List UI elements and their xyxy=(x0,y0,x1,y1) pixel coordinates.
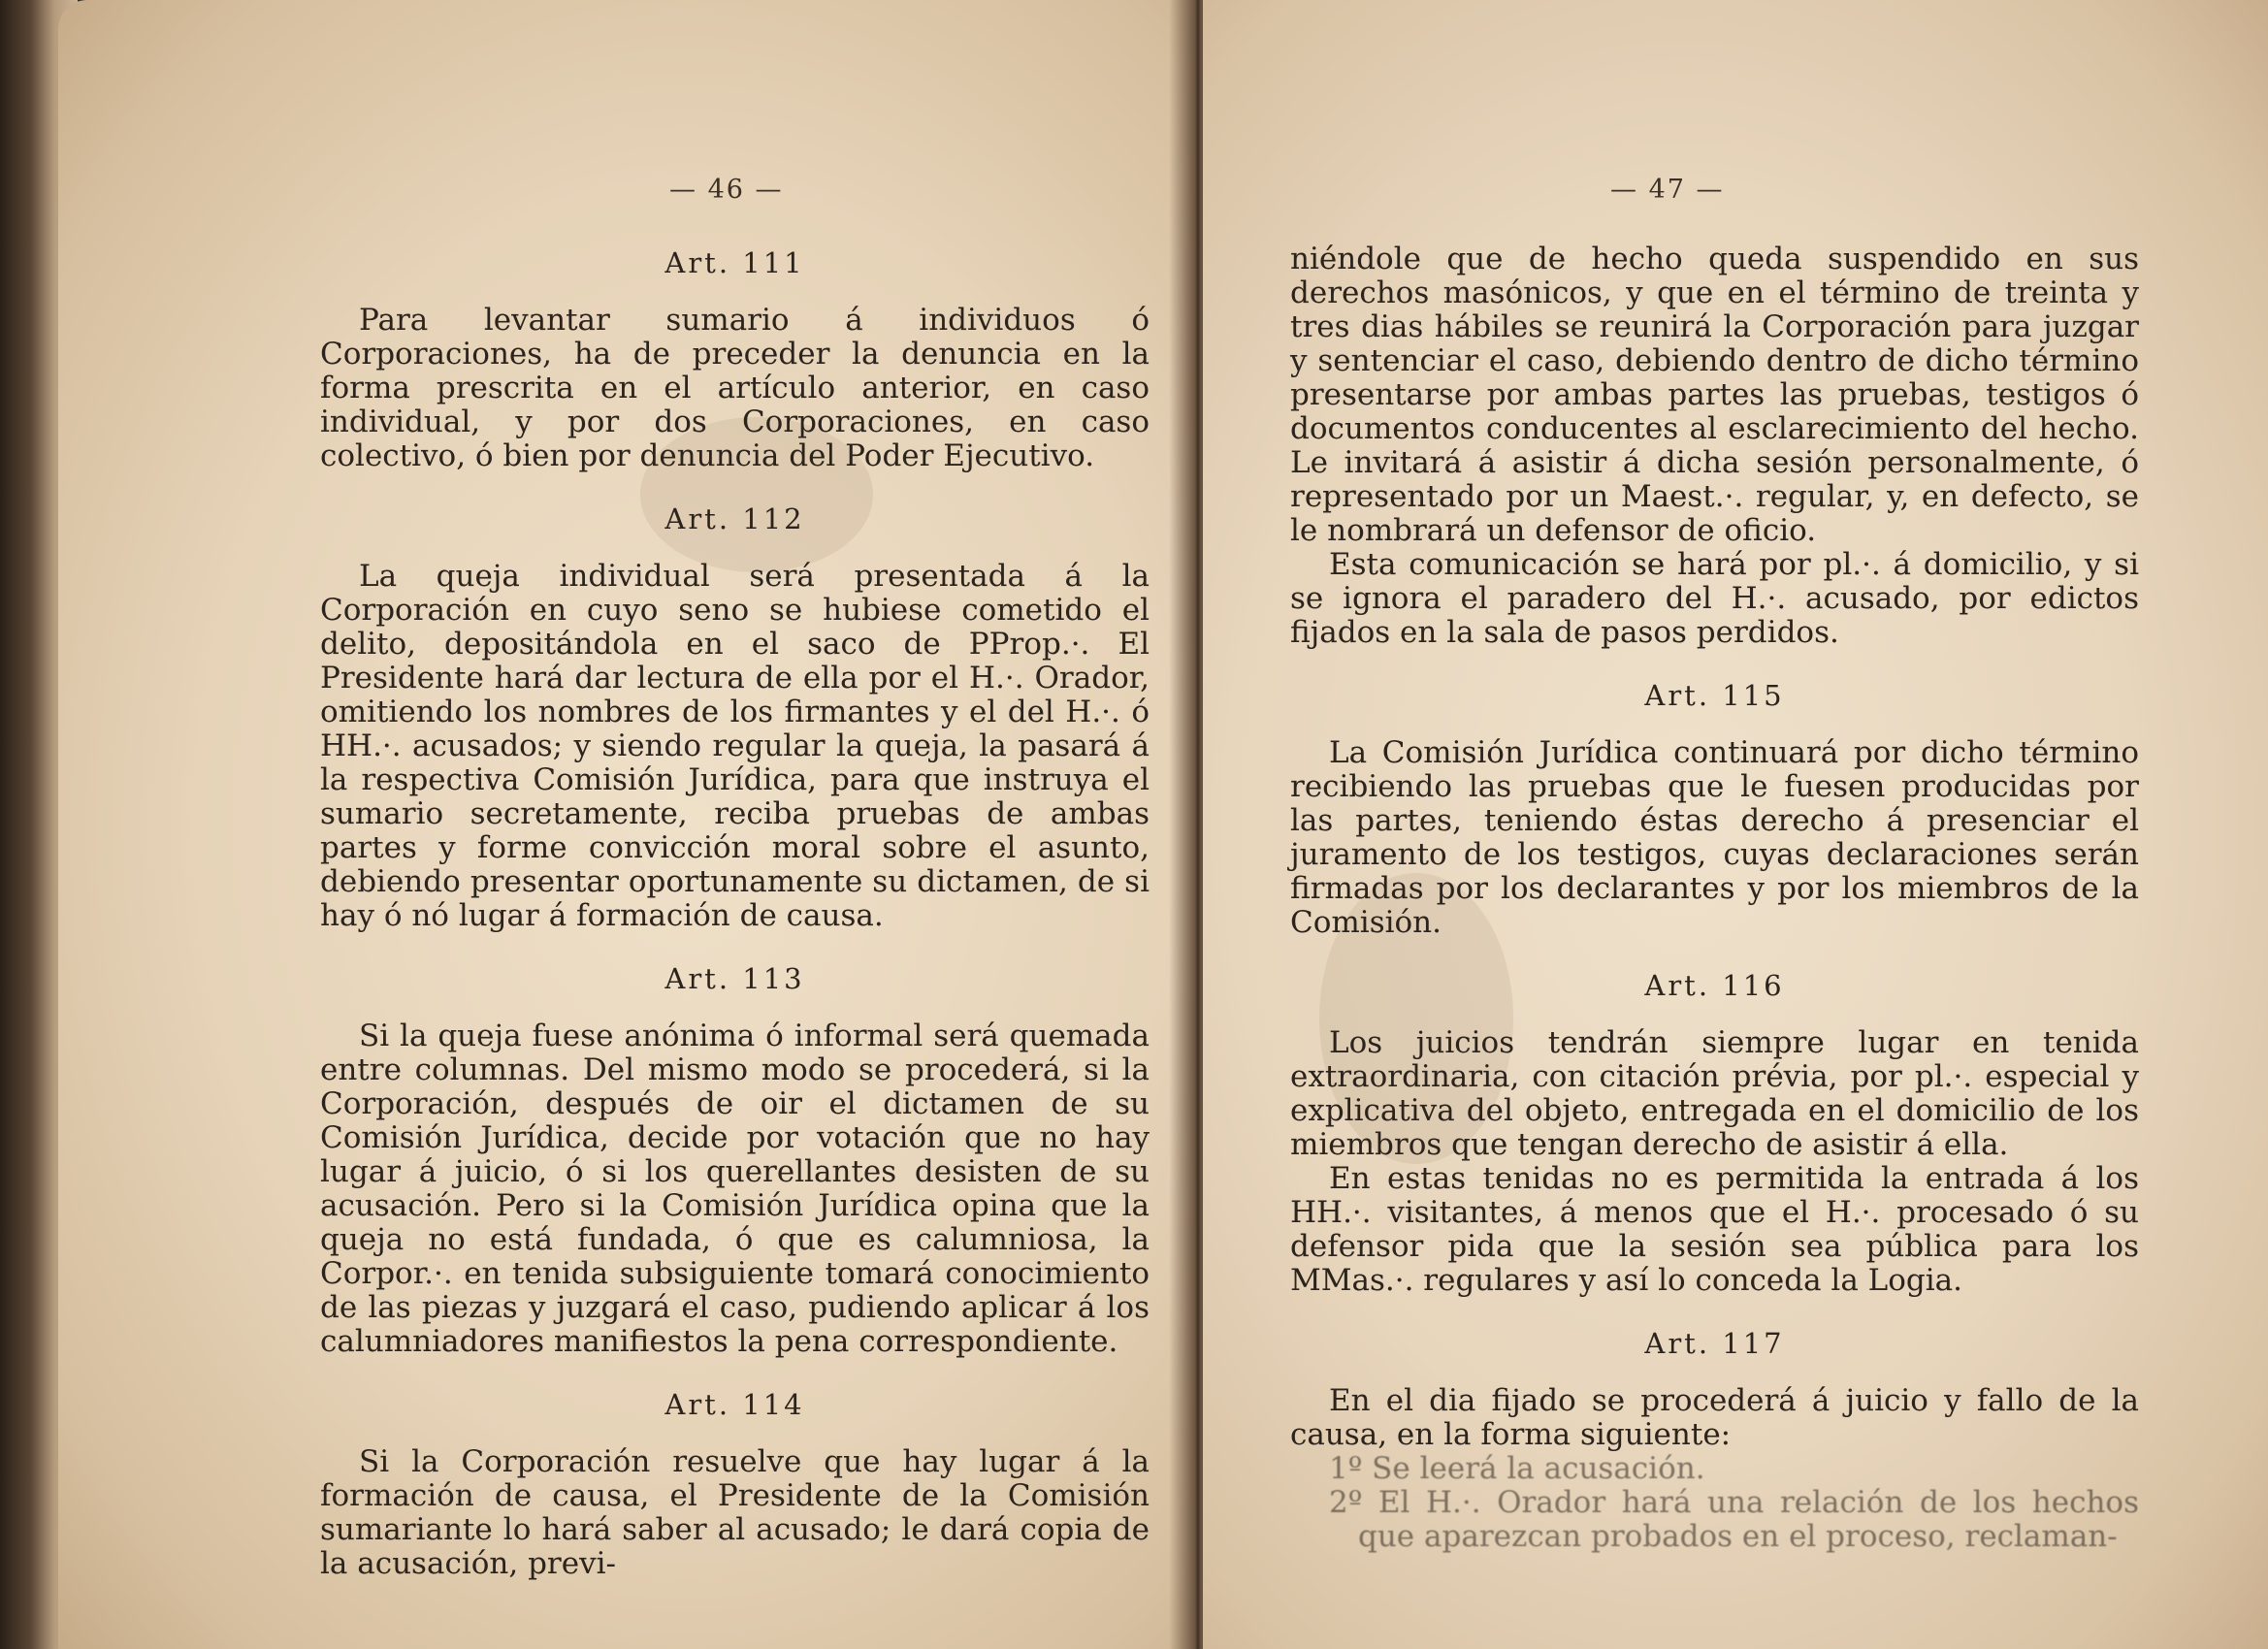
article-heading-111: Art. 111 xyxy=(664,246,805,279)
article-116-text: Los juicios tendrán siempre lugar en tenida extraordinaria, con citación prévia, por pl.·. especial y explicativa del objeto, entregada en el domicilio de los miembros que tengan derecho de asistir á ella. xyxy=(1290,1025,2139,1162)
article-114-text: Si la Corporación resuelve que hay lugar á la formación de causa, el Presidente de la Comisión sumariante lo hará saber al acusado; le dará copia de la acusación, previ- xyxy=(320,1444,1150,1581)
article-heading-116: Art. 116 xyxy=(1644,969,1785,1002)
article-heading-117: Art. 117 xyxy=(1644,1327,1785,1360)
article-117-item: 2º El H.·. Orador hará una relación de los hechos que aparezcan probados en el proceso, reclaman- xyxy=(1329,1485,2139,1554)
article-112-text: La queja individual será presentada á la Corporación en cuyo seno se hubiese cometido el delito, depositándola en el saco de PProp.·. El Presidente hará dar lectura de ella por el H.·. Orador, omitiendo los nombres de los firmantes y el del H.·. ó HH.·. acusados; y siendo regular la queja, la pasará á la respectiva Comisión Jurídica, para que instruya el sumario secretamente, reciba pruebas de ambas partes y forme convicción moral sobre el asunto, debiendo presentar oportunamente su dictamen, de si hay ó nó lugar á formación de causa. xyxy=(320,559,1150,933)
article-117-item: 1º Se leerá la acusación. xyxy=(1329,1451,1705,1486)
article-heading-112: Art. 112 xyxy=(664,502,805,535)
article-115-text: La Comisión Jurídica continuará por dicho término recibiendo las pruebas que le fuesen producidas por las partes, teniendo éstas derecho á presenciar el juramento de los testigos, cuyas declaraciones serán firmadas por los declarantes y por los miembros de la Comisión. xyxy=(1290,735,2139,940)
article-117-text: En el dia fijado se procederá á juicio y fallo de la causa, en la forma siguiente: xyxy=(1290,1383,2139,1452)
right-page-text xyxy=(1290,242,2139,1554)
right-page xyxy=(1203,0,2268,1649)
page-number-right: — 47 — xyxy=(1610,175,1725,205)
article-116-text-2: En estas tenidas no es permitida la entrada á los HH.·. visitantes, á menos que el H.·. procesado ó su defensor pida que la sesión sea pública para los MMas.·. regulares y así lo conceda la Logia. xyxy=(1290,1161,2139,1298)
article-heading-114: Art. 114 xyxy=(664,1388,805,1421)
page-number-left: — 46 — xyxy=(669,175,784,205)
article-heading-115: Art. 115 xyxy=(1644,679,1785,712)
left-page-text xyxy=(320,233,1150,1581)
continuation-paragraph: niéndole que de hecho queda suspendido en sus derechos masónicos, y que en el término de treinta y tres dias hábiles se reunirá la Corporación para juzgar y sentenciar el caso, debiendo dentro de dicho término presentarse por ambas partes las pruebas, testigos ó documentos conducentes al esclarecimiento del hecho. Le invitará á asistir á dicha sesión personalmente, ó representado por un Maest.·. regular, y, en defecto, se le nombrará un defensor de oficio. xyxy=(1290,242,2139,548)
left-page xyxy=(58,0,1198,1649)
article-heading-113: Art. 113 xyxy=(664,962,805,995)
continuation-paragraph-2: Esta comunicación se hará por pl.·. á domicilio, y si se ignora el paradero del H.·. acusado, por edictos fijados en la sala de pasos perdidos. xyxy=(1290,547,2139,650)
article-113-text: Si la queja fuese anónima ó informal será quemada entre columnas. Del mismo modo se procederá, si la Corporación, después de oir el dictamen de su Comisión Jurídica, decide por votación que no hay lugar á juicio, ó si los querellantes desisten de su acusación. Pero si la Comisión Jurídica opina que la queja no está fundada, ó que es calumniosa, la Corpor.·. en tenida subsiguiente tomará conocimiento de las piezas y juzgará el caso, pudiendo aplicar á los calumniadores manifiestos la pena correspondiente. xyxy=(320,1018,1150,1359)
article-111-text: Para levantar sumario á individuos ó Corporaciones, ha de preceder la denuncia en la forma prescrita en el artículo anterior, en caso individual, y por dos Corporaciones, en caso colectivo, ó bien por denuncia del Poder Ejecutivo. xyxy=(320,303,1150,473)
